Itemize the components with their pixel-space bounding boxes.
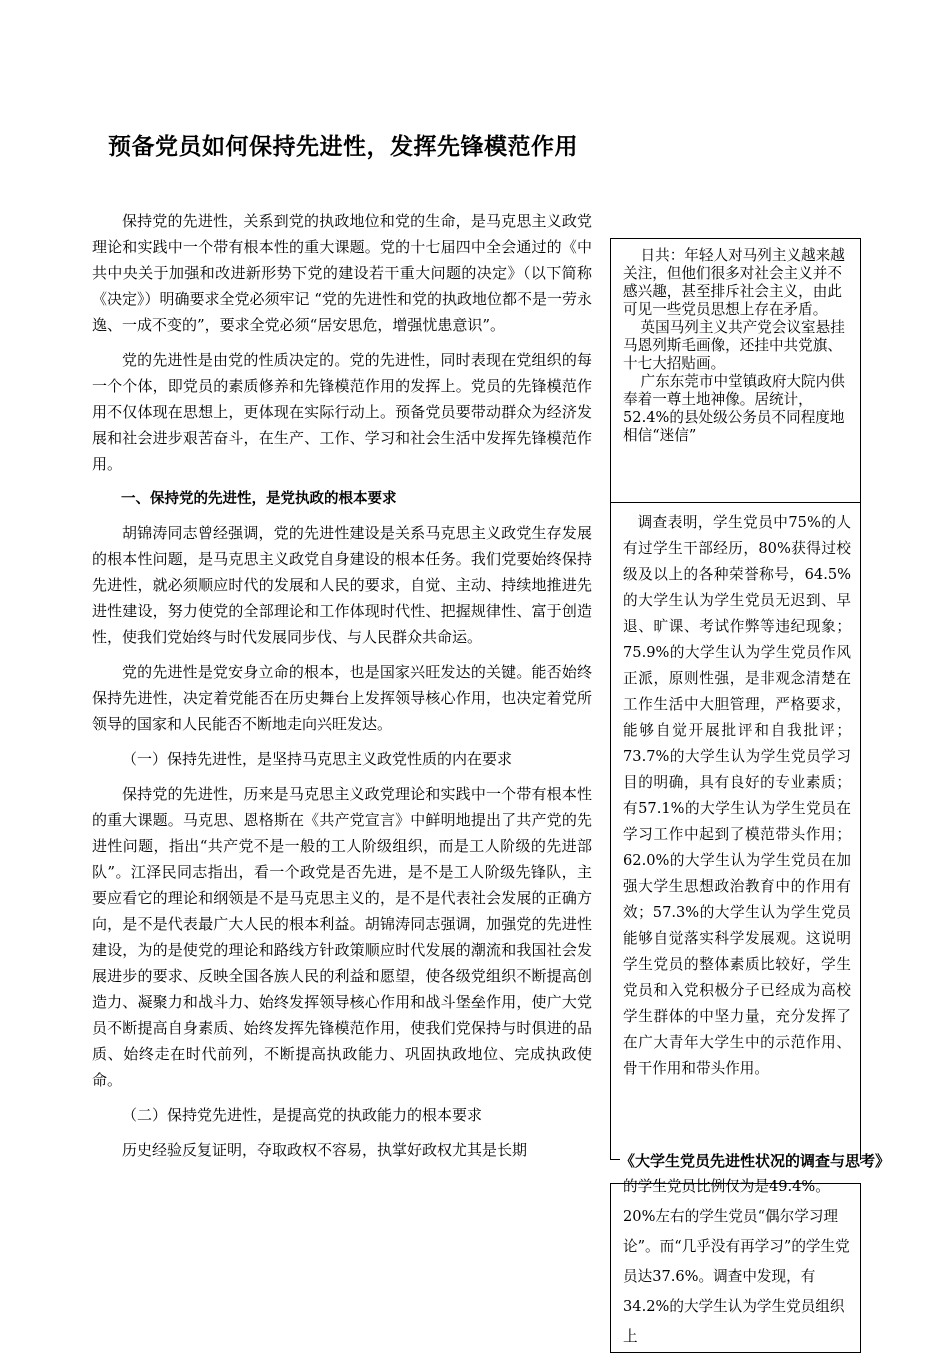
subsection-heading: （二）保持党先进性，是提高党的执政能力的根本要求 (122, 1106, 483, 1124)
sidebar-paragraph: 的学生党员比例仅为是49.4%。20%左右的学生党员“偶尔学习理论”。而“几乎没有再学习”的学生党员达37.6%。调查中发现，有34.2%的大学生认为学生党员组织上 (623, 1178, 850, 1345)
paragraph: 历史经验反复证明，夺取政权不容易，执掌好政权尤其是长期 (122, 1141, 528, 1159)
subsection-heading: （一）保持先进性，是坚持马克思主义政党性质的内在要求 (122, 750, 513, 768)
document-title: 预备党员如何保持先进性，发挥先锋模范作用 (108, 134, 578, 160)
sidebar-paragraph: 日共：年轻人对马列主义越来越关注，但他们很多对社会主义并不感兴趣，甚至排斥社会主义，由此可见一些党员思想上存在矛盾。 (623, 247, 845, 318)
paragraph: 保持党的先进性，关系到党的执政地位和党的生命，是马克思主义政党理论和实践中一个带有根本性的重大课题。党的十七届四中全会通过的《中共中央关于加强和改进新形势下党的建设若干重大问题的决定》（以下简称《决定》）明确要求全党必须牢记 “党的先进性和党的执政地位都不是一劳永逸、一成不变的”，要求全党必须“居安思危，增强忧患意识”。 (92, 212, 592, 334)
sidebar-paragraph: 调查表明，学生党员中75%的人有过学生干部经历，80%获得过校级及以上的各种荣誉称号，64.5%的大学生认为学生党员无迟到、早退、旷课、考试作弊等违纪现象；75.9%的大学生认为学生党员作风正派，原则性强，是非观念清楚在工作生活中大胆管理，严格要求，能够自觉开展批评和自我批评；73.7%的大学生认为学生党员学习目的明确，具有良好的专业素质；有57.1%的大学生认为学生党员在学习工作中起到了模范带头作用；62.0%的大学生认为学生党员在加强大学生思想政治教育中的作用有效；57.3%的大学生认为学生党员能够自觉落实科学发展观。这说明学生党员的整体素质比较好，学生党员和入党积极分子已经成为高校学生群体的中坚力量，充分发挥了在广大青年大学生中的示范作用、骨干作用和带头作用。 (623, 514, 851, 1077)
sidebar-paragraph: 英国马列主义共产党会议室悬挂马恩列斯毛画像，还挂中共党旗、十七大招贴画。 (623, 319, 845, 372)
paragraph: 保持党的先进性，历来是马克思主义政党理论和实践中一个带有根本性的重大课题。马克思、恩格斯在《共产党宣言》中鲜明地提出了共产党的先进性问题，指出“共产党不是一般的工人阶级组织，而是工人阶级的先进部队”。江泽民同志指出，看一个政党是否先进，是不是工人阶级先锋队，主要应看它的理论和纲领是不是马克思主义的，是不是代表社会发展的正确方向，是不是代表最广大人民的根本利益。胡锦涛同志强调，加强党的先进性建设，为的是使党的理论和路线方针政策顺应时代发展的潮流和我国社会发展进步的要求、反映全国各族人民的利益和愿望，使各级党组织不断提高创造力、凝聚力和战斗力、始终发挥领导核心作用和战斗堡垒作用，使广大党员不断提高自身素质、始终发挥先锋模范作用，使我们党保持与时俱进的品质、始终走在时代前列，不断提高执政能力、巩固执政地位、完成执政使命。 (92, 785, 592, 1089)
sidebar-box-survey (610, 502, 861, 1160)
sidebar-box-continued (610, 1178, 861, 1353)
paragraph: 党的先进性是由党的性质决定的。党的先进性，同时表现在党组织的每一个个体，即党员的素质修养和先锋模范作用的发挥上。党员的先锋模范作用不仅体现在思想上，更体现在实际行动上。预备党员要带动群众为经济发展和社会进步艰苦奋斗，在生产、工作、学习和社会生活中发挥先锋模范作用。 (92, 351, 592, 473)
section-heading: 一、保持党的先进性，是党执政的根本要求 (121, 491, 397, 507)
sidebar-paragraph: 广东东莞市中堂镇政府大院内供奉着一尊土地神像。居统计，52.4%的县处级公务员不同程度地相信“迷信” (623, 373, 845, 444)
main-body (92, 208, 592, 1172)
sidebar-caption: 《大学生党员先进性状况的调查与思考》 (620, 1152, 891, 1170)
sidebar-box-news (610, 238, 861, 503)
paragraph: 党的先进性是党安身立命的根本，也是国家兴旺发达的关键。能否始终保持先进性，决定着党能否在历史舞台上发挥领导核心作用，也决定着党所领导的国家和人民能否不断地走向兴旺发达。 (92, 663, 592, 733)
paragraph: 胡锦涛同志曾经强调，党的先进性建设是关系马克思主义政党生存发展的根本性问题，是马克思主义政党自身建设的根本任务。我们党要始终保持先进性，就必须顺应时代的发展和人民的要求，自觉、主动、持续地推进先进性建设，努力使党的全部理论和工作体现时代性、把握规律性、富于创造性，使我们党始终与时代发展同步伐、与人民群众共命运。 (92, 524, 592, 646)
